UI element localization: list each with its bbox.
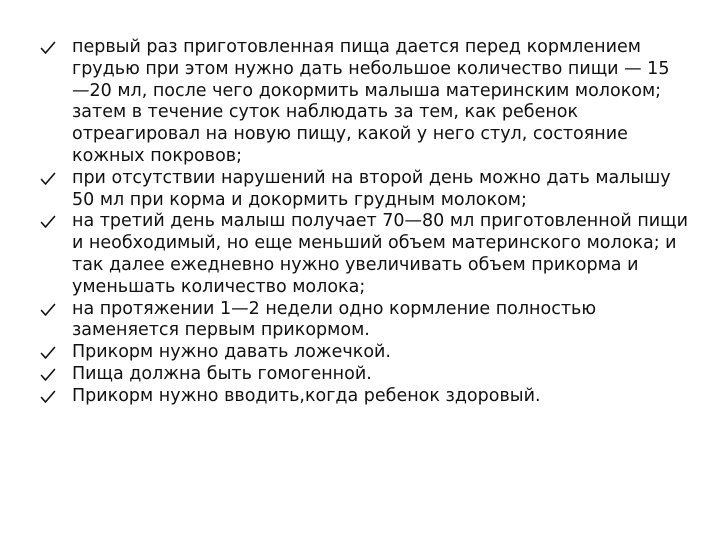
list-item-text: на третий день малыш получает 70—80 мл приготовленной пищи и необходимый, но еще меньший объем материнского молока; и так далее ежедневно нужно увеличивать объем прикорма и уменьшать количество молока; <box>72 211 689 297</box>
list-item-text: Пища должна быть гомогенной. <box>72 363 372 384</box>
list-item <box>40 211 690 298</box>
list-item-text: при отсутствии нарушений на второй день можно дать малышу 50 мл при корма и докормить грудным молоком; <box>72 167 671 210</box>
checkmark-icon <box>40 214 56 230</box>
list-item <box>40 386 690 408</box>
list-item <box>40 364 690 386</box>
list-item <box>40 342 690 364</box>
checkmark-icon <box>40 389 56 405</box>
bullet-list <box>40 37 690 408</box>
checkmark-icon <box>40 367 56 383</box>
checkmark-icon <box>40 302 56 318</box>
checkmark-icon <box>40 345 56 361</box>
list-item-text: первый раз приготовленная пища дается перед кормлением грудью при этом нужно дать небольшое количество пищи — 15 —20 мл, после чего докормить малыша материнским молоком; затем в течение суток наблюдать за тем, как ребенок отреагировал на новую пищу, какой у него стул, состояние кожных покровов; <box>72 37 670 166</box>
checkmark-icon <box>40 40 56 56</box>
list-item-text: Прикорм нужно давать ложечкой. <box>72 342 391 363</box>
list-item-text: Прикорм нужно вводить,когда ребенок здоровый. <box>72 385 541 406</box>
list-item-text: на протяжении 1—2 недели одно кормление полностью заменяется первым прикормом. <box>72 298 597 341</box>
list-item <box>40 299 690 343</box>
list-item <box>40 37 690 168</box>
checkmark-icon <box>40 171 56 187</box>
list-item <box>40 168 690 212</box>
